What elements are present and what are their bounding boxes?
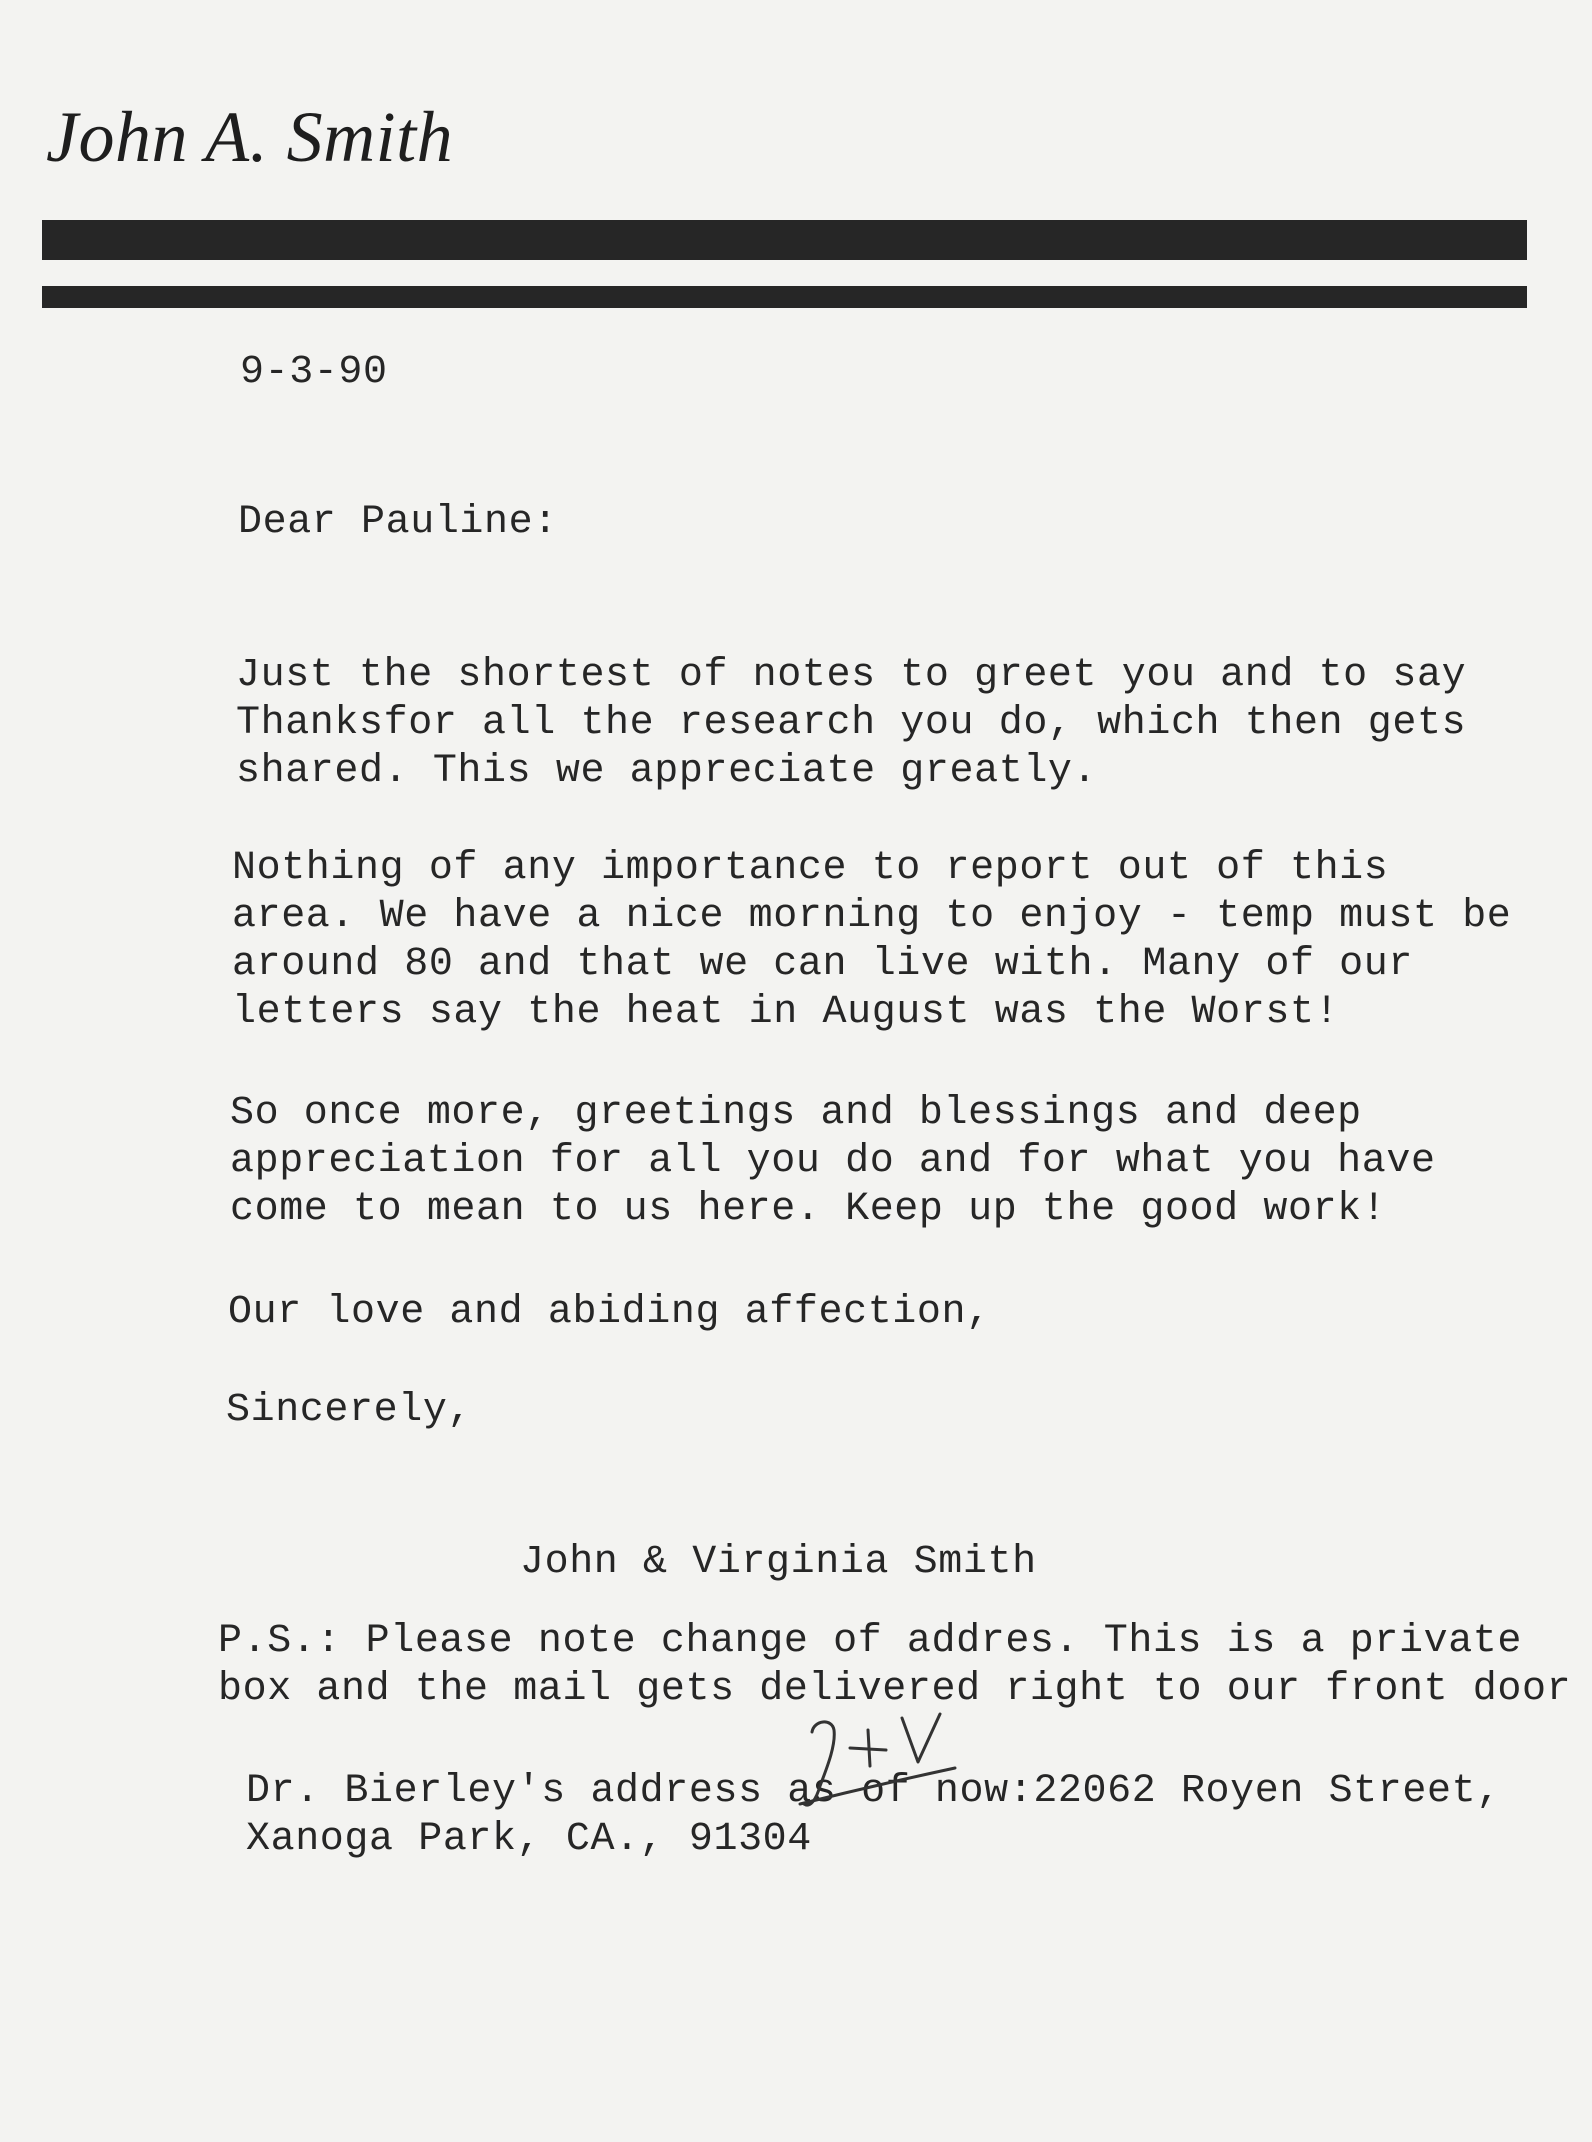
letterhead-rule-thick xyxy=(42,220,1527,260)
closing-sincerely: Sincerely, xyxy=(226,1388,473,1433)
paragraph-line: appreciation for all you do and for what you have xyxy=(230,1139,1436,1184)
closing-affection: Our love and abiding affection, xyxy=(228,1290,991,1335)
letterhead-rule-thin xyxy=(42,286,1527,308)
address-line: Dr. Bierley's address as of now:22062 Royen Street, xyxy=(246,1769,1501,1814)
paragraph-line: Just the shortest of notes to greet you and to say xyxy=(236,653,1467,698)
paragraph-line: Nothing of any importance to report out of this xyxy=(232,846,1389,891)
postscript-line: P.S.: Please note change of addres. This is a private xyxy=(218,1619,1523,1664)
typed-signature: John & Virginia Smith xyxy=(520,1540,1037,1585)
paragraph-line: around 80 and that we can live with. Many of our xyxy=(232,942,1413,987)
paragraph-line: letters say the heat in August was the Worst! xyxy=(232,990,1340,1035)
salutation: Dear Pauline: xyxy=(238,500,558,545)
paragraph-weather xyxy=(232,845,1511,1037)
paragraph-line: come to mean to us here. Keep up the good work! xyxy=(230,1187,1387,1232)
postscript-line: box and the mail gets delivered right to our front door xyxy=(218,1667,1572,1712)
address-line: Xanoga Park, CA., 91304 xyxy=(246,1817,812,1862)
paragraph-line: area. We have a nice morning to enjoy - temp must be xyxy=(232,894,1512,939)
handwritten-initials xyxy=(790,1700,970,1830)
letter-date: 9-3-90 xyxy=(240,350,388,395)
paragraph-line: So once more, greetings and blessings and deep xyxy=(230,1091,1362,1136)
paragraph-line: shared. This we appreciate greatly. xyxy=(236,749,1098,794)
paragraph-line: Thanksfor all the research you do, which then gets xyxy=(236,701,1467,746)
paragraph-blessings xyxy=(230,1090,1436,1234)
paragraph-greeting xyxy=(236,652,1466,796)
letterhead-name: John A. Smith xyxy=(46,97,454,177)
